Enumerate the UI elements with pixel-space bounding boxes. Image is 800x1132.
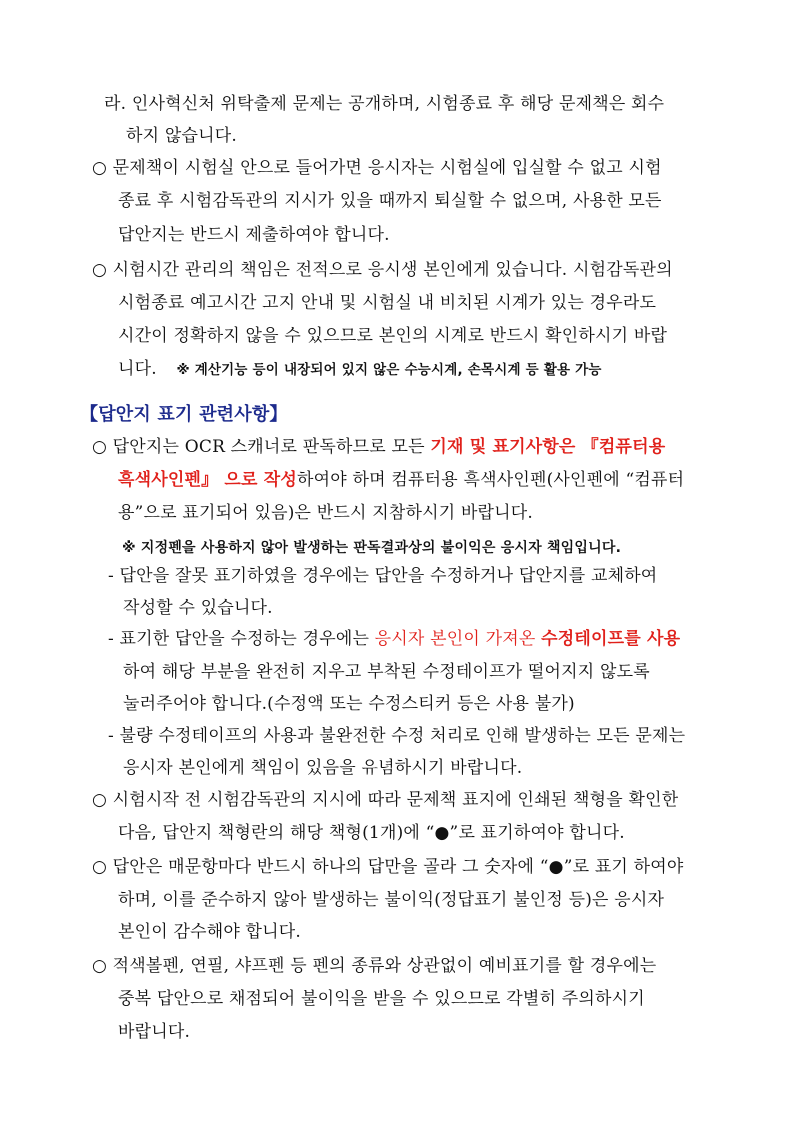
pen-note: ※ 지정펜을 사용하지 않아 발생하는 판독결과상의 불이익은 응시자 책임입니다. — [122, 540, 622, 556]
bullet-5-line-1: ○ 답안은 매문항마다 반드시 하나의 답만을 골라 그 숫자에 “●”로 표기 하여야 — [92, 857, 684, 877]
bullet-6-line-1: ○ 적색볼펜, 연필, 샤프펜 등 펜의 종류와 상관없이 예비표기를 할 경우에는 — [92, 956, 657, 976]
bullet-2-line-2: 시험종료 예고시간 고지 안내 및 시험실 내 비치된 시계가 있는 경우라도 — [118, 293, 657, 313]
item-ra-line-1: 라. 인사혁신처 위탁출제 문제는 공개하며, 시험종료 후 해당 문제책은 회수 — [104, 94, 665, 114]
dash-2-line-3: 눌러주어야 합니다.(수정액 또는 수정스티커 등은 사용 불가) — [123, 694, 575, 714]
bullet-5-line-2: 하며, 이를 준수하지 않아 발생하는 불이익(정답표기 불인정 등)은 응시자 — [118, 890, 665, 910]
dash-2-line-1 — [108, 628, 680, 650]
clock-note: ※ 계산기능 등이 내장되어 있지 않은 수능시계, 손목시계 등 활용 가능 — [176, 362, 602, 378]
bullet-1-line-3: 답안지는 반드시 제출하여야 합니다. — [118, 225, 390, 245]
bullet-2-line-3: 시간이 정확하지 않을 수 있으므로 본인의 시계로 반드시 확인하시기 바랍 — [118, 326, 668, 346]
dash-2-line-2: 하여 해당 부분을 완전히 지우고 부착된 수정테이프가 떨어지지 않도록 — [123, 662, 650, 682]
bullet-3-line-1-text: ○ 답안지는 OCR 스캐너로 판독하므로 모든 — [92, 437, 431, 457]
bullet-6-line-2: 중복 답안으로 채점되어 불이익을 받을 수 있으므로 각별히 주의하시기 — [118, 989, 645, 1009]
item-ra-line-2: 하지 않습니다. — [126, 126, 237, 146]
dash-3-line-1: - 불량 수정테이프의 사용과 불완전한 수정 처리로 인해 발생하는 모든 문제는 — [108, 726, 686, 746]
bullet-1-line-1: ○ 문제책이 시험실 안으로 들어가면 응시자는 시험실에 입실할 수 없고 시험 — [92, 158, 662, 178]
bullet-3-line-2-text: 하여야 하며 컴퓨터용 흑색사인펜(사인펜에 “컴퓨터 — [297, 470, 685, 490]
section-heading: 【답안지 표기 관련사항】 — [80, 404, 288, 425]
bullet-3-highlight-1: 기재 및 표기사항은 『컴퓨터용 — [430, 437, 666, 457]
bullet-4-line-2: 다음, 답안지 책형란의 해당 책형(1개)에 “●”로 표기하여야 합니다. — [118, 823, 625, 843]
dash-1-line-1: - 답안을 잘못 표기하였을 경우에는 답안을 수정하거나 답안지를 교체하여 — [108, 566, 658, 586]
dash-2-highlight-2: 수정테이프를 사용 — [541, 629, 681, 649]
bullet-2-line-4 — [118, 358, 602, 381]
bullet-5-line-3: 본인이 감수해야 합니다. — [118, 922, 302, 942]
dash-2-line-1-text: - 표기한 답안을 수정하는 경우에는 — [108, 629, 375, 649]
bullet-2-line-4-text: 니다. — [118, 359, 157, 379]
bullet-3-line-1 — [92, 436, 665, 458]
bullet-3-line-3: 용”으로 표기되어 있음)은 반드시 지참하시기 바랍니다. — [118, 503, 534, 523]
bullet-2-line-1: ○ 시험시간 관리의 책임은 전적으로 응시생 본인에게 있습니다. 시험감독관의 — [92, 260, 673, 280]
bullet-3-line-2 — [118, 469, 684, 491]
bullet-3-highlight-2: 흑색사인펜』 으로 작성 — [118, 470, 298, 490]
bullet-6-line-3: 바랍니다. — [118, 1022, 191, 1042]
dash-2-highlight-1: 응시자 본인이 가져온 — [374, 629, 542, 649]
dash-1-line-2: 작성할 수 있습니다. — [123, 598, 273, 618]
bullet-4-line-1: ○ 시험시작 전 시험감독관의 지시에 따라 문제책 표지에 인쇄된 책형을 확인한 — [92, 790, 679, 810]
bullet-1-line-2: 종료 후 시험감독관의 지시가 있을 때까지 퇴실할 수 없으며, 사용한 모든 — [118, 191, 662, 211]
dash-3-line-2: 응시자 본인에게 책임이 있음을 유념하시기 바랍니다. — [123, 758, 523, 778]
